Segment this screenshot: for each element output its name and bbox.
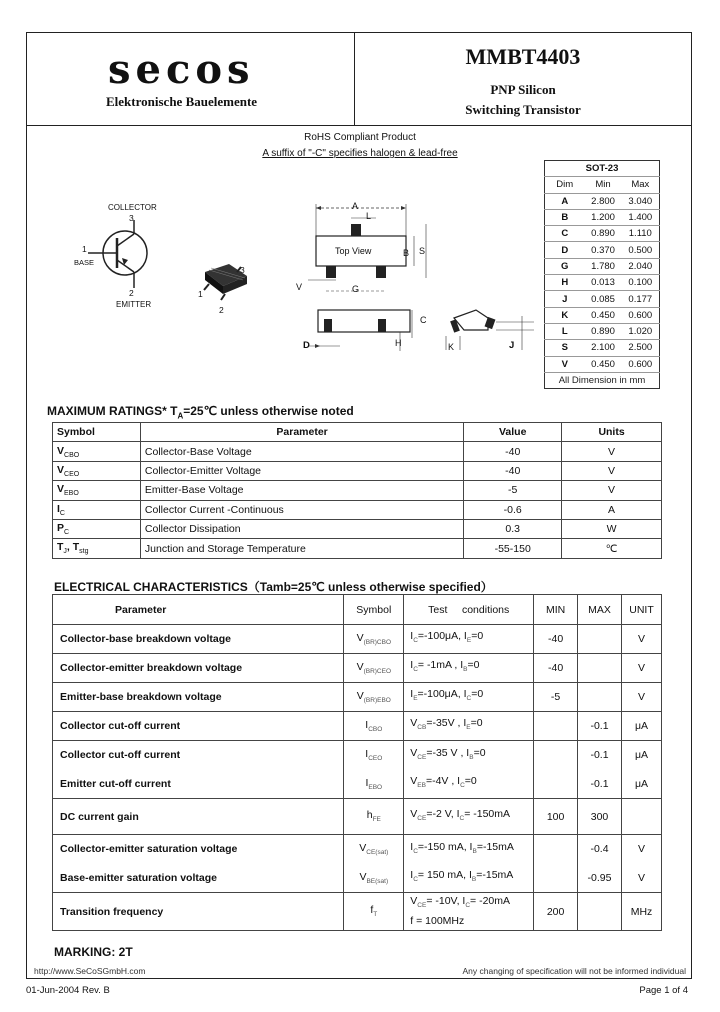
characteristic-conditions: $V_{CE}=-2$ V, $I_C= -150mA$ bbox=[404, 799, 534, 835]
pin1-label: 1 bbox=[82, 244, 87, 254]
dim-S-label: S bbox=[419, 246, 426, 256]
side-view-drawing bbox=[300, 306, 540, 358]
characteristic-symbol: $V_{BE(sat)}$ bbox=[344, 864, 404, 893]
subtitle-function: Switching Transistor bbox=[465, 102, 581, 117]
characteristic-min: 200 bbox=[534, 893, 578, 931]
characteristic-parameter: Collector cut-off current bbox=[53, 741, 344, 770]
disclaimer: Any changing of specification will not be informed individual bbox=[462, 966, 686, 976]
rating-symbol: $V_{CEO}$ bbox=[53, 461, 141, 480]
dimension-max: 0.500 bbox=[622, 242, 660, 258]
dimension-letter: A bbox=[545, 193, 585, 209]
characteristic-row bbox=[53, 654, 662, 683]
characteristic-symbol: $I_{CEO}$ bbox=[344, 741, 404, 770]
characteristic-row bbox=[53, 893, 662, 931]
rating-parameter: Collector Current -Continuous bbox=[140, 500, 463, 519]
ec-parameter-header: Parameter bbox=[53, 595, 344, 625]
characteristic-unit: MHz bbox=[622, 893, 662, 931]
rating-unit: ℃ bbox=[562, 539, 662, 558]
dimension-min: 0.013 bbox=[585, 275, 622, 291]
dim-B-label: B bbox=[403, 248, 410, 258]
dimension-max: 0.177 bbox=[622, 291, 660, 307]
rating-value: -5 bbox=[464, 481, 562, 500]
dim-J-label: J bbox=[509, 340, 515, 351]
dimension-row bbox=[545, 323, 660, 339]
characteristic-max: -0.1 bbox=[578, 741, 622, 770]
mr-parameter-header: Parameter bbox=[140, 423, 463, 442]
dimension-letter: B bbox=[545, 209, 585, 225]
min-col-header: Min bbox=[585, 177, 622, 193]
dimension-row bbox=[545, 242, 660, 258]
dimension-max: 1.400 bbox=[622, 209, 660, 225]
rating-symbol: $I_C$ bbox=[53, 500, 141, 519]
characteristic-min: -5 bbox=[534, 683, 578, 712]
pin2-label: 2 bbox=[129, 288, 134, 298]
dimension-min: 1.200 bbox=[585, 209, 622, 225]
dim-C-label: C bbox=[420, 315, 427, 325]
dimension-min: 0.890 bbox=[585, 226, 622, 242]
dimension-max: 0.100 bbox=[622, 275, 660, 291]
dimension-row bbox=[545, 258, 660, 274]
dimension-max: 2.040 bbox=[622, 258, 660, 274]
dimension-row bbox=[545, 275, 660, 291]
dim-A-label: A bbox=[352, 201, 359, 211]
characteristic-row bbox=[53, 683, 662, 712]
characteristic-parameter: Transition frequency bbox=[53, 893, 344, 931]
collector-lead bbox=[117, 234, 134, 246]
characteristic-parameter: Base-emitter saturation voltage bbox=[53, 864, 344, 893]
rating-symbol: $P_C$ bbox=[53, 519, 141, 538]
characteristic-min: -40 bbox=[534, 625, 578, 654]
dimension-max: 2.500 bbox=[622, 340, 660, 356]
characteristic-max bbox=[578, 893, 622, 931]
company-url[interactable]: http://www.SeCoSGmbH.com bbox=[34, 966, 146, 976]
characteristic-max: -0.95 bbox=[578, 864, 622, 893]
revision-date: 01-Jun-2004 Rev. B bbox=[26, 985, 110, 996]
package-pin2-label: 2 bbox=[219, 305, 224, 315]
package-pin3-label: 3 bbox=[240, 265, 245, 275]
ec-min-header: MIN bbox=[534, 595, 578, 625]
characteristic-min bbox=[534, 835, 578, 864]
dimension-max: 3.040 bbox=[622, 193, 660, 209]
dimension-row bbox=[545, 209, 660, 225]
characteristic-min bbox=[534, 770, 578, 799]
rating-value: -40 bbox=[464, 442, 562, 461]
dimension-min: 0.085 bbox=[585, 291, 622, 307]
rating-symbol: $T_J$, $T_{stg}$ bbox=[53, 539, 141, 558]
characteristic-unit: V bbox=[622, 864, 662, 893]
characteristic-unit bbox=[622, 799, 662, 835]
characteristic-unit: V bbox=[622, 683, 662, 712]
rating-value: -40 bbox=[464, 461, 562, 480]
rating-value: -0.6 bbox=[464, 500, 562, 519]
dim-L-label: L bbox=[366, 211, 372, 221]
max-ratings-table bbox=[52, 422, 662, 559]
characteristic-row bbox=[53, 770, 662, 799]
rating-row bbox=[53, 481, 662, 500]
characteristic-unit: V bbox=[622, 835, 662, 864]
emitter-label: EMITTER bbox=[116, 300, 152, 309]
dimension-letter: S bbox=[545, 340, 585, 356]
dimension-letter: L bbox=[545, 323, 585, 339]
characteristic-row bbox=[53, 741, 662, 770]
characteristic-unit: μA bbox=[622, 741, 662, 770]
characteristic-row bbox=[53, 835, 662, 864]
halogen-note: A suffix of "-C" specifies halogen & lead-free bbox=[262, 148, 458, 159]
characteristic-conditions: $I_E=-100\mu A$, $I_C=0$ bbox=[404, 683, 534, 712]
dimension-min: 0.890 bbox=[585, 323, 622, 339]
rating-parameter: Collector-Emitter Voltage bbox=[140, 461, 463, 480]
characteristic-parameter: Emitter-base breakdown voltage bbox=[53, 683, 344, 712]
company-logo: secos bbox=[108, 46, 255, 93]
characteristic-conditions: $V_{CE}= -10V$, $I_C= -20mA$ f = 100MHz bbox=[404, 893, 534, 931]
part-number: MMBT4403 bbox=[465, 44, 581, 69]
rating-unit: V bbox=[562, 481, 662, 500]
dimension-row bbox=[545, 226, 660, 242]
dimension-row bbox=[545, 193, 660, 209]
company-tagline: Elektronische Bauelemente bbox=[106, 94, 258, 109]
ec-unit-header: UNIT bbox=[622, 595, 662, 625]
characteristic-symbol: $I_{EBO}$ bbox=[344, 770, 404, 799]
rating-parameter: Junction and Storage Temperature bbox=[140, 539, 463, 558]
characteristic-conditions: $I_C= -1mA$ , $I_B=0$ bbox=[404, 654, 534, 683]
characteristic-min: 100 bbox=[534, 799, 578, 835]
marking-code: MARKING: 2T bbox=[54, 945, 133, 959]
characteristic-parameter: Collector-base breakdown voltage bbox=[53, 625, 344, 654]
dimension-max: 1.020 bbox=[622, 323, 660, 339]
characteristic-symbol: $V_{(BR)CEO}$ bbox=[344, 654, 404, 683]
dimension-min: 2.800 bbox=[585, 193, 622, 209]
characteristic-symbol: $h_{FE}$ bbox=[344, 799, 404, 835]
dimension-min: 1.780 bbox=[585, 258, 622, 274]
dimension-letter: J bbox=[545, 291, 585, 307]
characteristic-symbol: $f_T$ bbox=[344, 893, 404, 931]
dimension-row bbox=[545, 356, 660, 372]
dimension-letter: G bbox=[545, 258, 585, 274]
rohs-note: RoHS Compliant Product bbox=[304, 132, 416, 143]
electrical-title: ELECTRICAL CHARACTERISTICS（Tamb=25℃ unless otherwise specified） bbox=[54, 580, 493, 594]
rating-value: 0.3 bbox=[464, 519, 562, 538]
characteristic-parameter: Collector-emitter breakdown voltage bbox=[53, 654, 344, 683]
ec-max-header: MAX bbox=[578, 595, 622, 625]
rating-parameter: Emitter-Base Voltage bbox=[140, 481, 463, 500]
characteristic-min bbox=[534, 712, 578, 741]
dimension-letter: V bbox=[545, 356, 585, 372]
rating-unit: W bbox=[562, 519, 662, 538]
dimensions-table bbox=[544, 160, 660, 389]
characteristic-max bbox=[578, 683, 622, 712]
dimension-min: 0.450 bbox=[585, 356, 622, 372]
characteristic-max: 300 bbox=[578, 799, 622, 835]
header-divider bbox=[26, 125, 692, 126]
dim-V-label: V bbox=[296, 282, 303, 292]
ec-conditions-header: Test conditions bbox=[404, 595, 534, 625]
dimension-row bbox=[545, 291, 660, 307]
dimensions-footer: All Dimension in mm bbox=[558, 375, 646, 386]
rating-row bbox=[53, 442, 662, 461]
dim-D-label: D bbox=[303, 340, 310, 351]
characteristic-unit: V bbox=[622, 654, 662, 683]
dimension-row bbox=[545, 307, 660, 323]
characteristic-symbol: $V_{(BR)EBO}$ bbox=[344, 683, 404, 712]
ec-symbol-header: Symbol bbox=[344, 595, 404, 625]
characteristic-conditions: $I_C=-100\mu A$, $I_E=0$ bbox=[404, 625, 534, 654]
dimension-letter: C bbox=[545, 226, 585, 242]
mr-value-header: Value bbox=[464, 423, 562, 442]
dim-H-label: H bbox=[395, 338, 402, 348]
mr-units-header: Units bbox=[562, 423, 662, 442]
characteristic-symbol: $I_{CBO}$ bbox=[344, 712, 404, 741]
characteristic-unit: V bbox=[622, 625, 662, 654]
page-number: Page 1 of 4 bbox=[639, 985, 688, 996]
top-view-label: Top View bbox=[335, 246, 372, 256]
characteristic-row bbox=[53, 864, 662, 893]
rating-symbol: $V_{CBO}$ bbox=[53, 442, 141, 461]
rating-unit: V bbox=[562, 461, 662, 480]
dimension-row bbox=[545, 340, 660, 356]
pin3-label: 3 bbox=[129, 213, 134, 223]
characteristic-conditions: $V_{EB}=-4V$ , $I_C=0$ bbox=[404, 770, 534, 799]
characteristic-max: -0.1 bbox=[578, 770, 622, 799]
characteristic-conditions: $V_{CE}=-35$ V , $I_B=0$ bbox=[404, 741, 534, 770]
dimension-max: 1.110 bbox=[622, 226, 660, 242]
characteristic-conditions: $V_{CB}=-35V$ , $I_E=0$ bbox=[404, 712, 534, 741]
rating-unit: A bbox=[562, 500, 662, 519]
max-ratings-title: MAXIMUM RATINGS* $T_A=25℃$ unless otherwise noted bbox=[47, 404, 354, 421]
dimension-max: 0.600 bbox=[622, 307, 660, 323]
rating-row bbox=[53, 461, 662, 480]
characteristic-row bbox=[53, 799, 662, 835]
characteristic-conditions: $I_C= 150$ mA, $I_B=-15mA$ bbox=[404, 864, 534, 893]
characteristic-min bbox=[534, 864, 578, 893]
characteristic-unit: μA bbox=[622, 712, 662, 741]
rating-value: -55-150 bbox=[464, 539, 562, 558]
electrical-characteristics-table bbox=[52, 594, 662, 931]
dimension-max: 0.600 bbox=[622, 356, 660, 372]
dimension-min: 2.100 bbox=[585, 340, 622, 356]
package-3d-icon bbox=[195, 258, 255, 308]
rating-row bbox=[53, 539, 662, 558]
characteristic-conditions: $I_C=-150$ mA, $I_B=-15mA$ bbox=[404, 835, 534, 864]
dim-K-label: K bbox=[448, 342, 455, 352]
characteristic-parameter: Emitter cut-off current bbox=[53, 770, 344, 799]
characteristic-min: -40 bbox=[534, 654, 578, 683]
characteristic-parameter: Collector cut-off current bbox=[53, 712, 344, 741]
rating-unit: V bbox=[562, 442, 662, 461]
rating-parameter: Collector-Base Voltage bbox=[140, 442, 463, 461]
characteristic-row bbox=[53, 625, 662, 654]
package-pin1-label: 1 bbox=[198, 289, 203, 299]
characteristic-max: -0.1 bbox=[578, 712, 622, 741]
dim-col-header: Dim bbox=[545, 177, 585, 193]
rating-parameter: Collector Dissipation bbox=[140, 519, 463, 538]
subtitle-type: PNP Silicon bbox=[490, 82, 556, 97]
rating-symbol: $V_{EBO}$ bbox=[53, 481, 141, 500]
characteristic-symbol: $V_{(BR)CBO}$ bbox=[344, 625, 404, 654]
dimension-letter: K bbox=[545, 307, 585, 323]
characteristic-parameter: DC current gain bbox=[53, 799, 344, 835]
characteristic-parameter: Collector-emitter saturation voltage bbox=[53, 835, 344, 864]
rating-row bbox=[53, 519, 662, 538]
package-name: SOT-23 bbox=[545, 161, 660, 177]
dimension-letter: D bbox=[545, 242, 585, 258]
max-col-header: Max bbox=[622, 177, 660, 193]
characteristic-max bbox=[578, 625, 622, 654]
dimension-min: 0.450 bbox=[585, 307, 622, 323]
rating-row bbox=[53, 500, 662, 519]
characteristic-unit: μA bbox=[622, 770, 662, 799]
characteristic-row bbox=[53, 712, 662, 741]
characteristic-max bbox=[578, 654, 622, 683]
characteristic-min bbox=[534, 741, 578, 770]
dimension-min: 0.370 bbox=[585, 242, 622, 258]
collector-label: COLLECTOR bbox=[108, 203, 157, 212]
mr-symbol-header: Symbol bbox=[53, 423, 141, 442]
dimension-letter: H bbox=[545, 275, 585, 291]
dim-G-label: G bbox=[352, 284, 360, 294]
characteristic-max: -0.4 bbox=[578, 835, 622, 864]
characteristic-symbol: $V_{CE(sat)}$ bbox=[344, 835, 404, 864]
base-label: BASE bbox=[74, 258, 95, 267]
